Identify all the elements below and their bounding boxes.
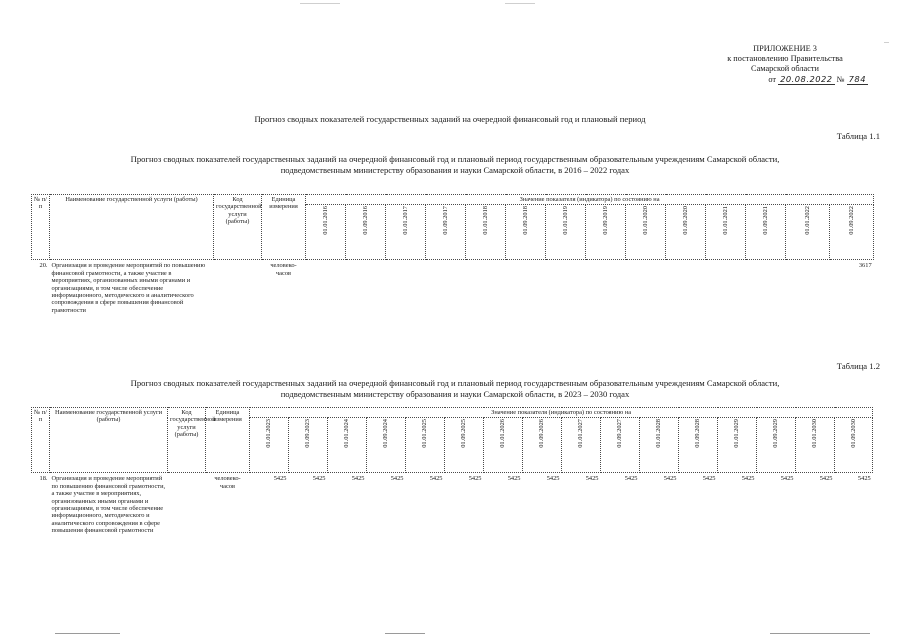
value-cell [386, 260, 426, 315]
date-header: 01.01.2021 [706, 205, 746, 260]
date-header: 01.01.2024 [328, 418, 367, 473]
row-number: 18. [39, 475, 48, 483]
table-row [32, 260, 874, 315]
scan-speck [884, 42, 889, 43]
date-header: 01.09.2021 [746, 205, 786, 260]
table-2-label: Таблица 1.2 [836, 361, 880, 371]
date-prefix: от [768, 75, 776, 84]
date-header: 01.09.2030 [835, 418, 873, 473]
value-cell: 5425 [702, 475, 716, 483]
table-1-title-line-2: подведомственным министерству образования и науки Самарской области, в 2016 – 2022 годах [280, 165, 630, 175]
date-header: 01.09.2029 [757, 418, 796, 473]
value-cell: 5425 [546, 475, 560, 483]
date-header: 01.01.2028 [640, 418, 679, 473]
value-cell [506, 260, 546, 315]
table-1-title-line-1: Прогноз сводных показателей государственных заданий на очередной финансовый год и плановый период государственным образовательным учреждениям Самарской области, [130, 154, 780, 164]
date-header: 01.01.2029 [718, 418, 757, 473]
date-header: 01.01.2030 [796, 418, 835, 473]
appendix-line-2: Самарской области [751, 64, 819, 73]
table-2 [31, 407, 873, 536]
value-cell: 5425 [857, 475, 871, 483]
value-cell: 5425 [351, 475, 365, 483]
header-service-code: Код государственной услуги (работы) [214, 195, 262, 260]
date-header: 01.09.2023 [289, 418, 328, 473]
value-cell: 5425 [507, 475, 521, 483]
date-header: 01.09.2016 [346, 205, 386, 260]
value-cell [426, 260, 466, 315]
value-cell [666, 260, 706, 315]
handwritten-number: 784 [848, 74, 866, 84]
header-number: № п/п [32, 195, 50, 260]
date-header: 01.09.2018 [506, 205, 546, 260]
value-cell: 5425 [468, 475, 482, 483]
table-2-title [40, 378, 870, 400]
row-service-name: Организация и проведение мероприятий по повышению финансовой грамотности, а также участие в мероприятиях, организованных иными органами и организациями, в том числе обеспечение информационного, методического и аналитического сопровождения в сфере повышения финансовой грамотности [51, 475, 166, 535]
date-header: 01.01.2026 [484, 418, 523, 473]
value-cell: 5425 [741, 475, 755, 483]
row-unit: человеко-часов [270, 262, 297, 277]
scan-speck [505, 3, 535, 4]
date-header: 01.09.2028 [679, 418, 718, 473]
table-1-label: Таблица 1.1 [836, 131, 880, 141]
value-cell: 5425 [390, 475, 404, 483]
value-cell: 5425 [663, 475, 677, 483]
row-service-code [168, 473, 206, 536]
header-service-name: Наименование государственной услуги (работы) [50, 408, 168, 473]
date-header: 01.01.2027 [562, 418, 601, 473]
value-cell [706, 260, 746, 315]
row-unit: человеко-часов [214, 475, 241, 490]
date-header: 01.09.2020 [666, 205, 706, 260]
date-header: 01.09.2025 [445, 418, 484, 473]
scan-edge [770, 633, 870, 634]
scan-edge [55, 633, 120, 634]
number-prefix: № [836, 75, 845, 84]
appendix-block [690, 44, 880, 85]
date-header: 01.09.2026 [523, 418, 562, 473]
appendix-line-1: к постановлению Правительства [727, 54, 843, 63]
header-indicator-group: Значение показателя (индикатора) по состоянию на [250, 408, 873, 418]
date-header: 01.01.2016 [306, 205, 346, 260]
appendix-title: ПРИЛОЖЕНИЕ 3 [753, 44, 817, 53]
handwritten-date: 20.08.2022 [780, 74, 833, 84]
date-header: 01.09.2017 [426, 205, 466, 260]
header-number: № п/п [32, 408, 50, 473]
date-header: 01.01.2025 [406, 418, 445, 473]
value-cell [786, 260, 830, 315]
scan-speck [300, 3, 340, 4]
value-cell: 5425 [780, 475, 794, 483]
table-2-title-line-1: Прогноз сводных показателей государственных заданий на очередной финансовый год и плановый период государственным образовательным учреждениям Самарской области, [130, 378, 780, 388]
table-row [32, 473, 873, 536]
date-header: 01.09.2022 [830, 205, 874, 260]
date-header: 01.01.2023 [250, 418, 289, 473]
value-cell: 5425 [273, 475, 287, 483]
date-header: 01.01.2018 [466, 205, 506, 260]
date-header: 01.01.2017 [386, 205, 426, 260]
table-2-title-line-2: подведомственным министерству образования и науки Самарской области, в 2023 – 2030 годах [280, 389, 630, 399]
date-header: 01.01.2020 [626, 205, 666, 260]
date-header: 01.01.2019 [546, 205, 586, 260]
value-cell [586, 260, 626, 315]
value-cell: 5425 [429, 475, 443, 483]
date-header: 01.09.2027 [601, 418, 640, 473]
value-cell: 5425 [312, 475, 326, 483]
header-service-code: Код государственной услуги (работы) [168, 408, 206, 473]
header-indicator-group: Значение показателя (индикатора) по состоянию на [306, 195, 874, 205]
header-unit: Единица измерения [262, 195, 306, 260]
value-cell: 5425 [819, 475, 833, 483]
value-cell [346, 260, 386, 315]
value-cell [466, 260, 506, 315]
value-cell [306, 260, 346, 315]
date-header: 01.09.2024 [367, 418, 406, 473]
table-1-title [40, 154, 870, 176]
value-cell: 5425 [585, 475, 599, 483]
header-service-name: Наименование государственной услуги (работы) [50, 195, 214, 260]
row-number: 20. [39, 262, 48, 270]
date-header: 01.01.2022 [786, 205, 830, 260]
appendix-date-line [690, 74, 880, 85]
value-cell [546, 260, 586, 315]
scan-edge [385, 633, 425, 634]
row-service-code [214, 260, 262, 315]
value-cell [746, 260, 786, 315]
row-service-name: Организация и проведение мероприятий по повышению финансовой грамотности, а также участие в мероприятиях, организованных иными органами и организациями, в том числе обеспечение информационного, методического и аналитического сопровождения в сфере повышения финансовой грамотности [51, 262, 206, 314]
value-cell: 5425 [624, 475, 638, 483]
date-header: 01.09.2019 [586, 205, 626, 260]
value-cell: 3617 [858, 262, 872, 270]
main-title: Прогноз сводных показателей государственных заданий на очередной финансовый год и плановый период [254, 114, 646, 124]
value-cell [626, 260, 666, 315]
header-unit: Единица измерения [206, 408, 250, 473]
table-1 [31, 194, 874, 315]
